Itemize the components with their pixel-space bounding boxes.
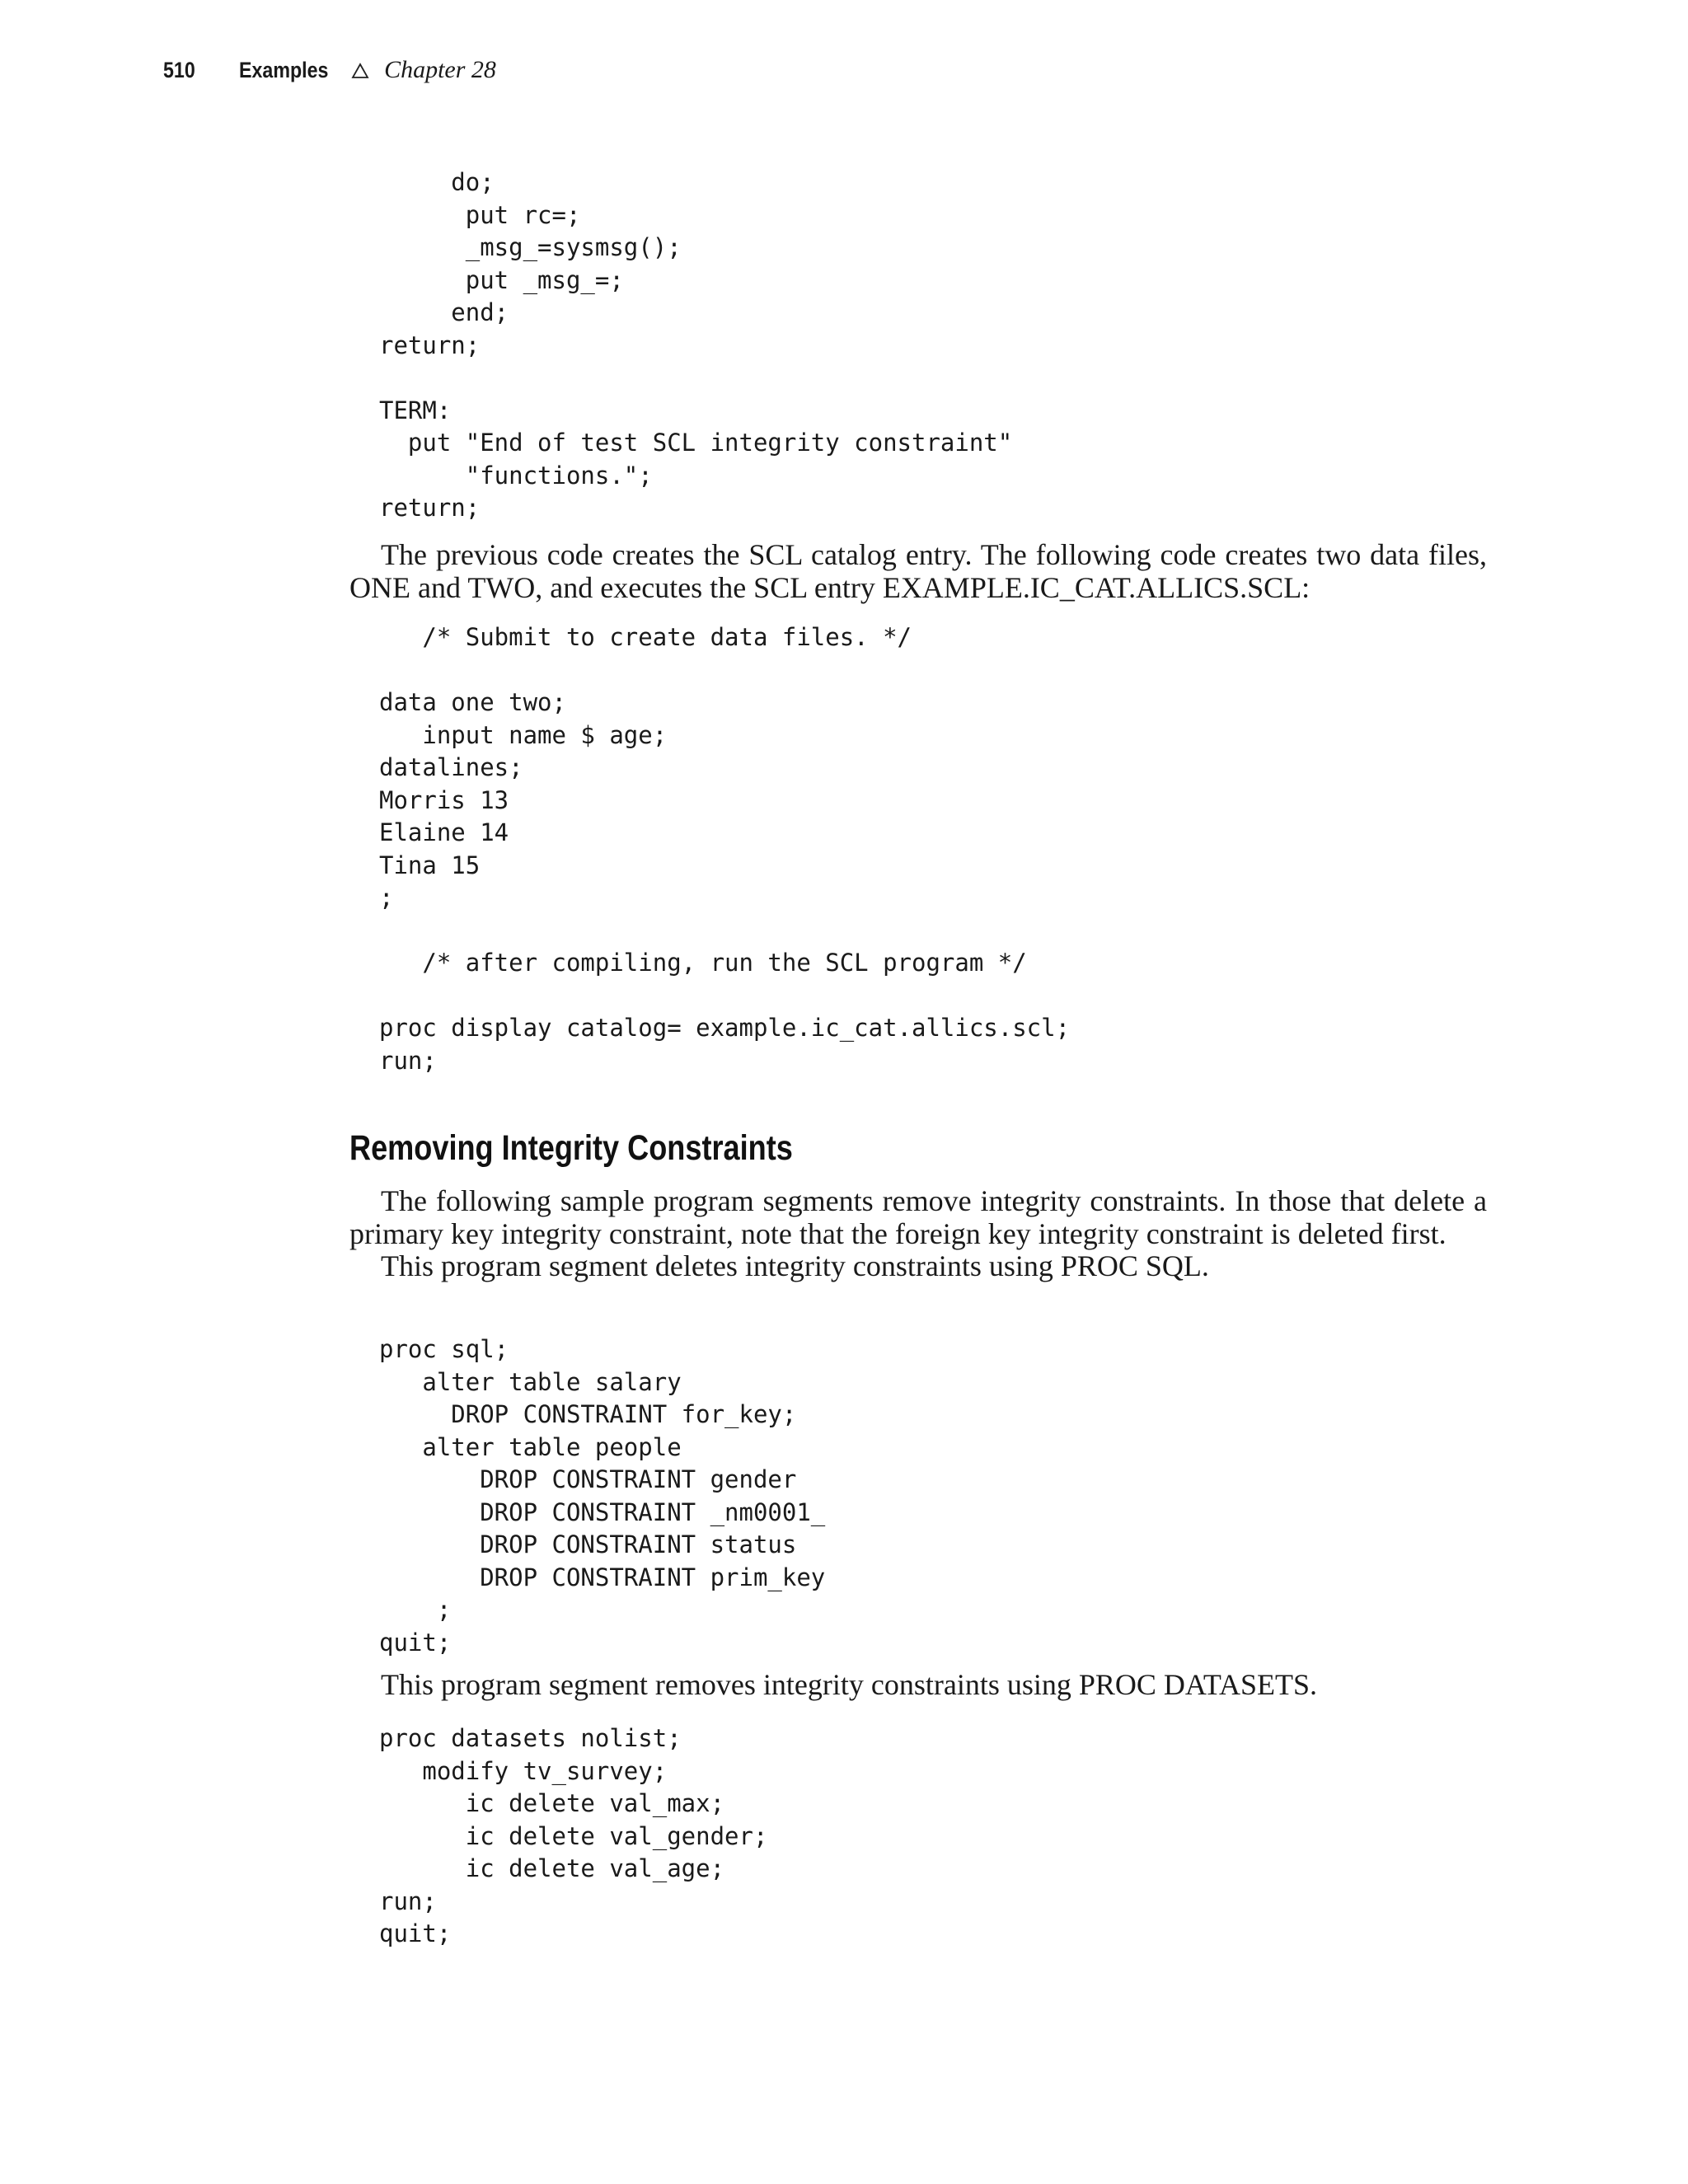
paragraph-text: This program segment removes integrity constraints using PROC DATASETS.	[381, 1668, 1318, 1701]
paragraph-proc-datasets	[349, 1669, 1487, 1702]
code-block-scl-term: do; put rc=; _msg_=sysmsg(); put _msg_=; end; return; TERM: put "End of test SCL integrity constraint" "functions."; return;	[379, 168, 1013, 522]
triangle-outline-icon	[351, 63, 369, 83]
code-block-data-files: /* Submit to create data files. */ data one two; input name $ age; datalines; Morris 13 Elaine 14 Tina 15 ; /* after compiling, run the SCL program */ proc display catalog= example.ic_cat.allics.scl; run;	[379, 623, 1071, 1075]
paragraph-remove-intro	[349, 1185, 1487, 1283]
section-title: Examples	[239, 58, 329, 82]
page-number: 510	[163, 58, 195, 82]
section-heading: Removing Integrity Constraints	[349, 1128, 793, 1168]
running-header	[163, 56, 496, 94]
code-block-proc-datasets: proc datasets nolist; modify tv_survey; ic delete val_max; ic delete val_gender; ic delete val_age; run; quit;	[379, 1724, 768, 1947]
chapter-title: Chapter 28	[384, 56, 496, 83]
paragraph-text: The previous code creates the SCL catalog entry. The following code creates two data files, ONE and TWO, and executes the SCL entry EXAMPLE.IC_CAT.ALLICS.SCL:	[349, 538, 1487, 604]
paragraph-text: This program segment deletes integrity constraints using PROC SQL.	[381, 1249, 1209, 1282]
paragraph-scl-description	[349, 539, 1487, 604]
paragraph-text: The following sample program segments remove integrity constraints. In those that delete a primary key integrity constraint, note that the foreign key integrity constraint is deleted first.	[349, 1184, 1487, 1250]
code-block-proc-sql: proc sql; alter table salary DROP CONSTRAINT for_key; alter table people DROP CONSTRAINT gender DROP CONSTRAINT _nm0001_ DROP CONSTRAINT status DROP CONSTRAINT prim_key ; quit;	[379, 1335, 826, 1657]
